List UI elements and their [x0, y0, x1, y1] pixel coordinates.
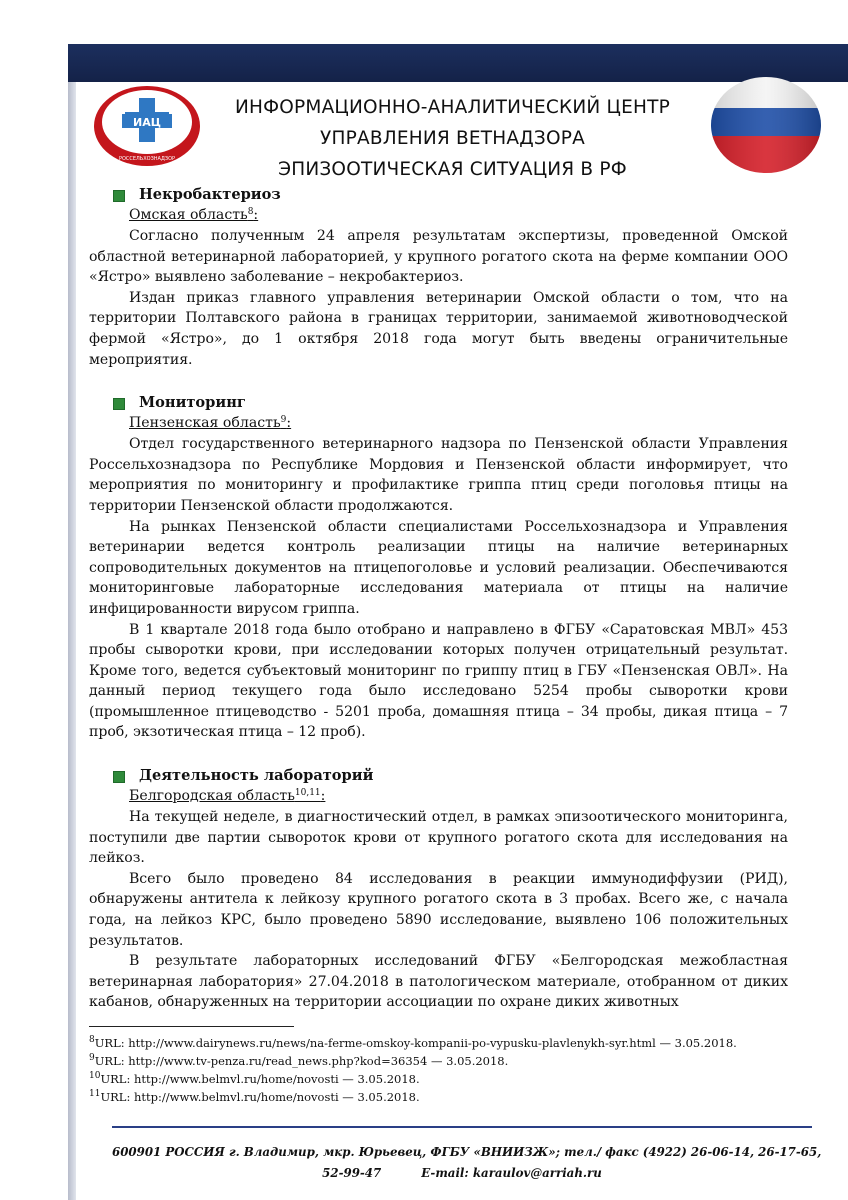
footnote-ref[interactable]: 8: [247, 207, 254, 217]
footnote-ref[interactable]: 9: [280, 415, 287, 426]
footer-separator: [112, 1126, 812, 1128]
footer-address: 600901 РОССИЯ г. Владимир, мкр. Юрьевец, ФГБУ «ВНИИЗЖ»; тел./ факс (4922) 26-06-14, 26-17-65,: [112, 1145, 822, 1159]
section-title: Деятельность лабораторий: [89, 765, 788, 786]
header-line-2: УПРАВЛЕНИЯ ВЕТНАДЗОРА: [320, 128, 585, 149]
footnote-ref[interactable]: 10,11: [294, 788, 321, 799]
footnote: $^{10}$URL: http://www.belmvl.ru/home/novosti — 3.05.2018.: [89, 1071, 420, 1086]
page-footer: [112, 1142, 822, 1184]
russian-flag-icon: [710, 76, 822, 174]
green-square-bullet-icon: [113, 771, 125, 783]
paragraph: На рынках Пензенской области специалистами Россельхознадзора и Управления ветеринарии ведется контроль реализации птицы на наличие ветеринарных сопроводительных документов на птицепоголовье и условий реализации. Обеспечиваются мониторинговые лабораторные исследования материала от птицы на наличие инфицированности вирусом гриппа.: [89, 518, 788, 617]
region-heading: Омская область$^8$:: [129, 207, 259, 223]
left-margin-bar: [68, 82, 76, 1200]
page-header: [205, 92, 700, 185]
paragraph: Согласно полученным 24 апреля результатам экспертизы, проведенной Омской областной ветеринарной лабораторией, у крупного рогатого скота на ферме компании ООО «Ястро» выявлено заболевание – некробактериоз.: [89, 228, 788, 286]
section-title: Некробактериоз: [89, 184, 788, 205]
header-line-3: ЭПИЗООТИЧЕСКАЯ СИТУАЦИЯ В РФ: [278, 159, 627, 180]
document-body: [89, 184, 788, 1013]
footer-phone: 52-99-47: [322, 1166, 382, 1180]
paragraph: В 1 квартале 2018 года было отобрано и направлено в ФГБУ «Саратовская МВЛ» 453 пробы сыворотки крови, при исследовании которых получен отрицательный результат. Кроме того, ведется субъектовый мониторинг по гриппу птиц в ГБУ «Пензенская ОВЛ». На данный период текущего года было исследовано 5254 пробы сыворотки крови (промышленное птицеводство - 5201 проба, домашняя птица – 34 пробы, дикая птица – 7 проб, экзотическая птица – 12 проб).: [89, 621, 788, 741]
paragraph: Издан приказ главного управления ветеринарии Омской области о том, что на территории Полтавского района в границах территории, занимаемой животноводческой фермой «Ястро», до 1 октября 2018 года могут быть введены ограничительные мероприятия.: [89, 289, 788, 368]
iac-logo: [92, 84, 202, 168]
paragraph: Отдел государственного ветеринарного надзора по Пензенской области Управления Россельхознадзора по Республике Мордовия и Пензенской области информирует, что мероприятия по мониторингу и профилактике гриппа птиц среди поголовья птицы на территории Пензенской области продолжаются.: [89, 436, 788, 514]
region-heading: Пензенская область$^9$:: [129, 415, 292, 432]
footnote-separator: [89, 1026, 294, 1027]
paragraph: В результате лабораторных исследований ФГБУ «Белгородская межобластная ветеринарная лаборатория» 27.04.2018 в патологическом материале, отобранном от диких кабанов, обнаруженных на территории ассоциации по охране диких животных: [89, 953, 788, 1011]
footnotes: [89, 1034, 789, 1106]
green-square-bullet-icon: [113, 398, 125, 410]
region-heading: Белгородская область$^{10,11}$:: [129, 788, 326, 805]
footnote: $^{11}$URL: http://www.belmvl.ru/home/novosti — 3.05.2018.: [89, 1089, 420, 1104]
footer-email[interactable]: E-mail: karaulov@arriah.ru: [421, 1166, 602, 1180]
header-line-1: ИНФОРМАЦИОННО-АНАЛИТИЧЕСКИЙ ЦЕНТР: [235, 97, 670, 118]
paragraph: На текущей неделе, в диагностический отдел, в рамках эпизоотического мониторинга, поступили две партии сывороток крови от крупного рогатого скота для исследования на лейкоз.: [89, 809, 788, 867]
section-title: Мониторинг: [89, 392, 788, 413]
logo-text: ИАЦ: [133, 116, 161, 129]
footnote: $^8$URL: http://www.dairynews.ru/news/na-ferme-omskoy-kompanii-po-vypusku-plavlenykh-syr.html — 3.05.2018.: [89, 1035, 737, 1050]
green-square-bullet-icon: [113, 190, 125, 202]
paragraph: Всего было проведено 84 исследования в реакции иммунодиффузии (РИД), обнаружены антитела к лейкозу крупного рогатого скота в 3 пробах. Всего же, с начала года, на лейкоз КРС, было проведено 5890 исследование, выявлено 106 положительных результатов.: [89, 870, 788, 949]
logo-subtext: РОССЕЛЬХОЗНАДЗОР: [118, 156, 176, 162]
footnote: $^9$URL: http://www.tv-penza.ru/read_news.php?kod=36354 — 3.05.2018.: [89, 1053, 509, 1068]
